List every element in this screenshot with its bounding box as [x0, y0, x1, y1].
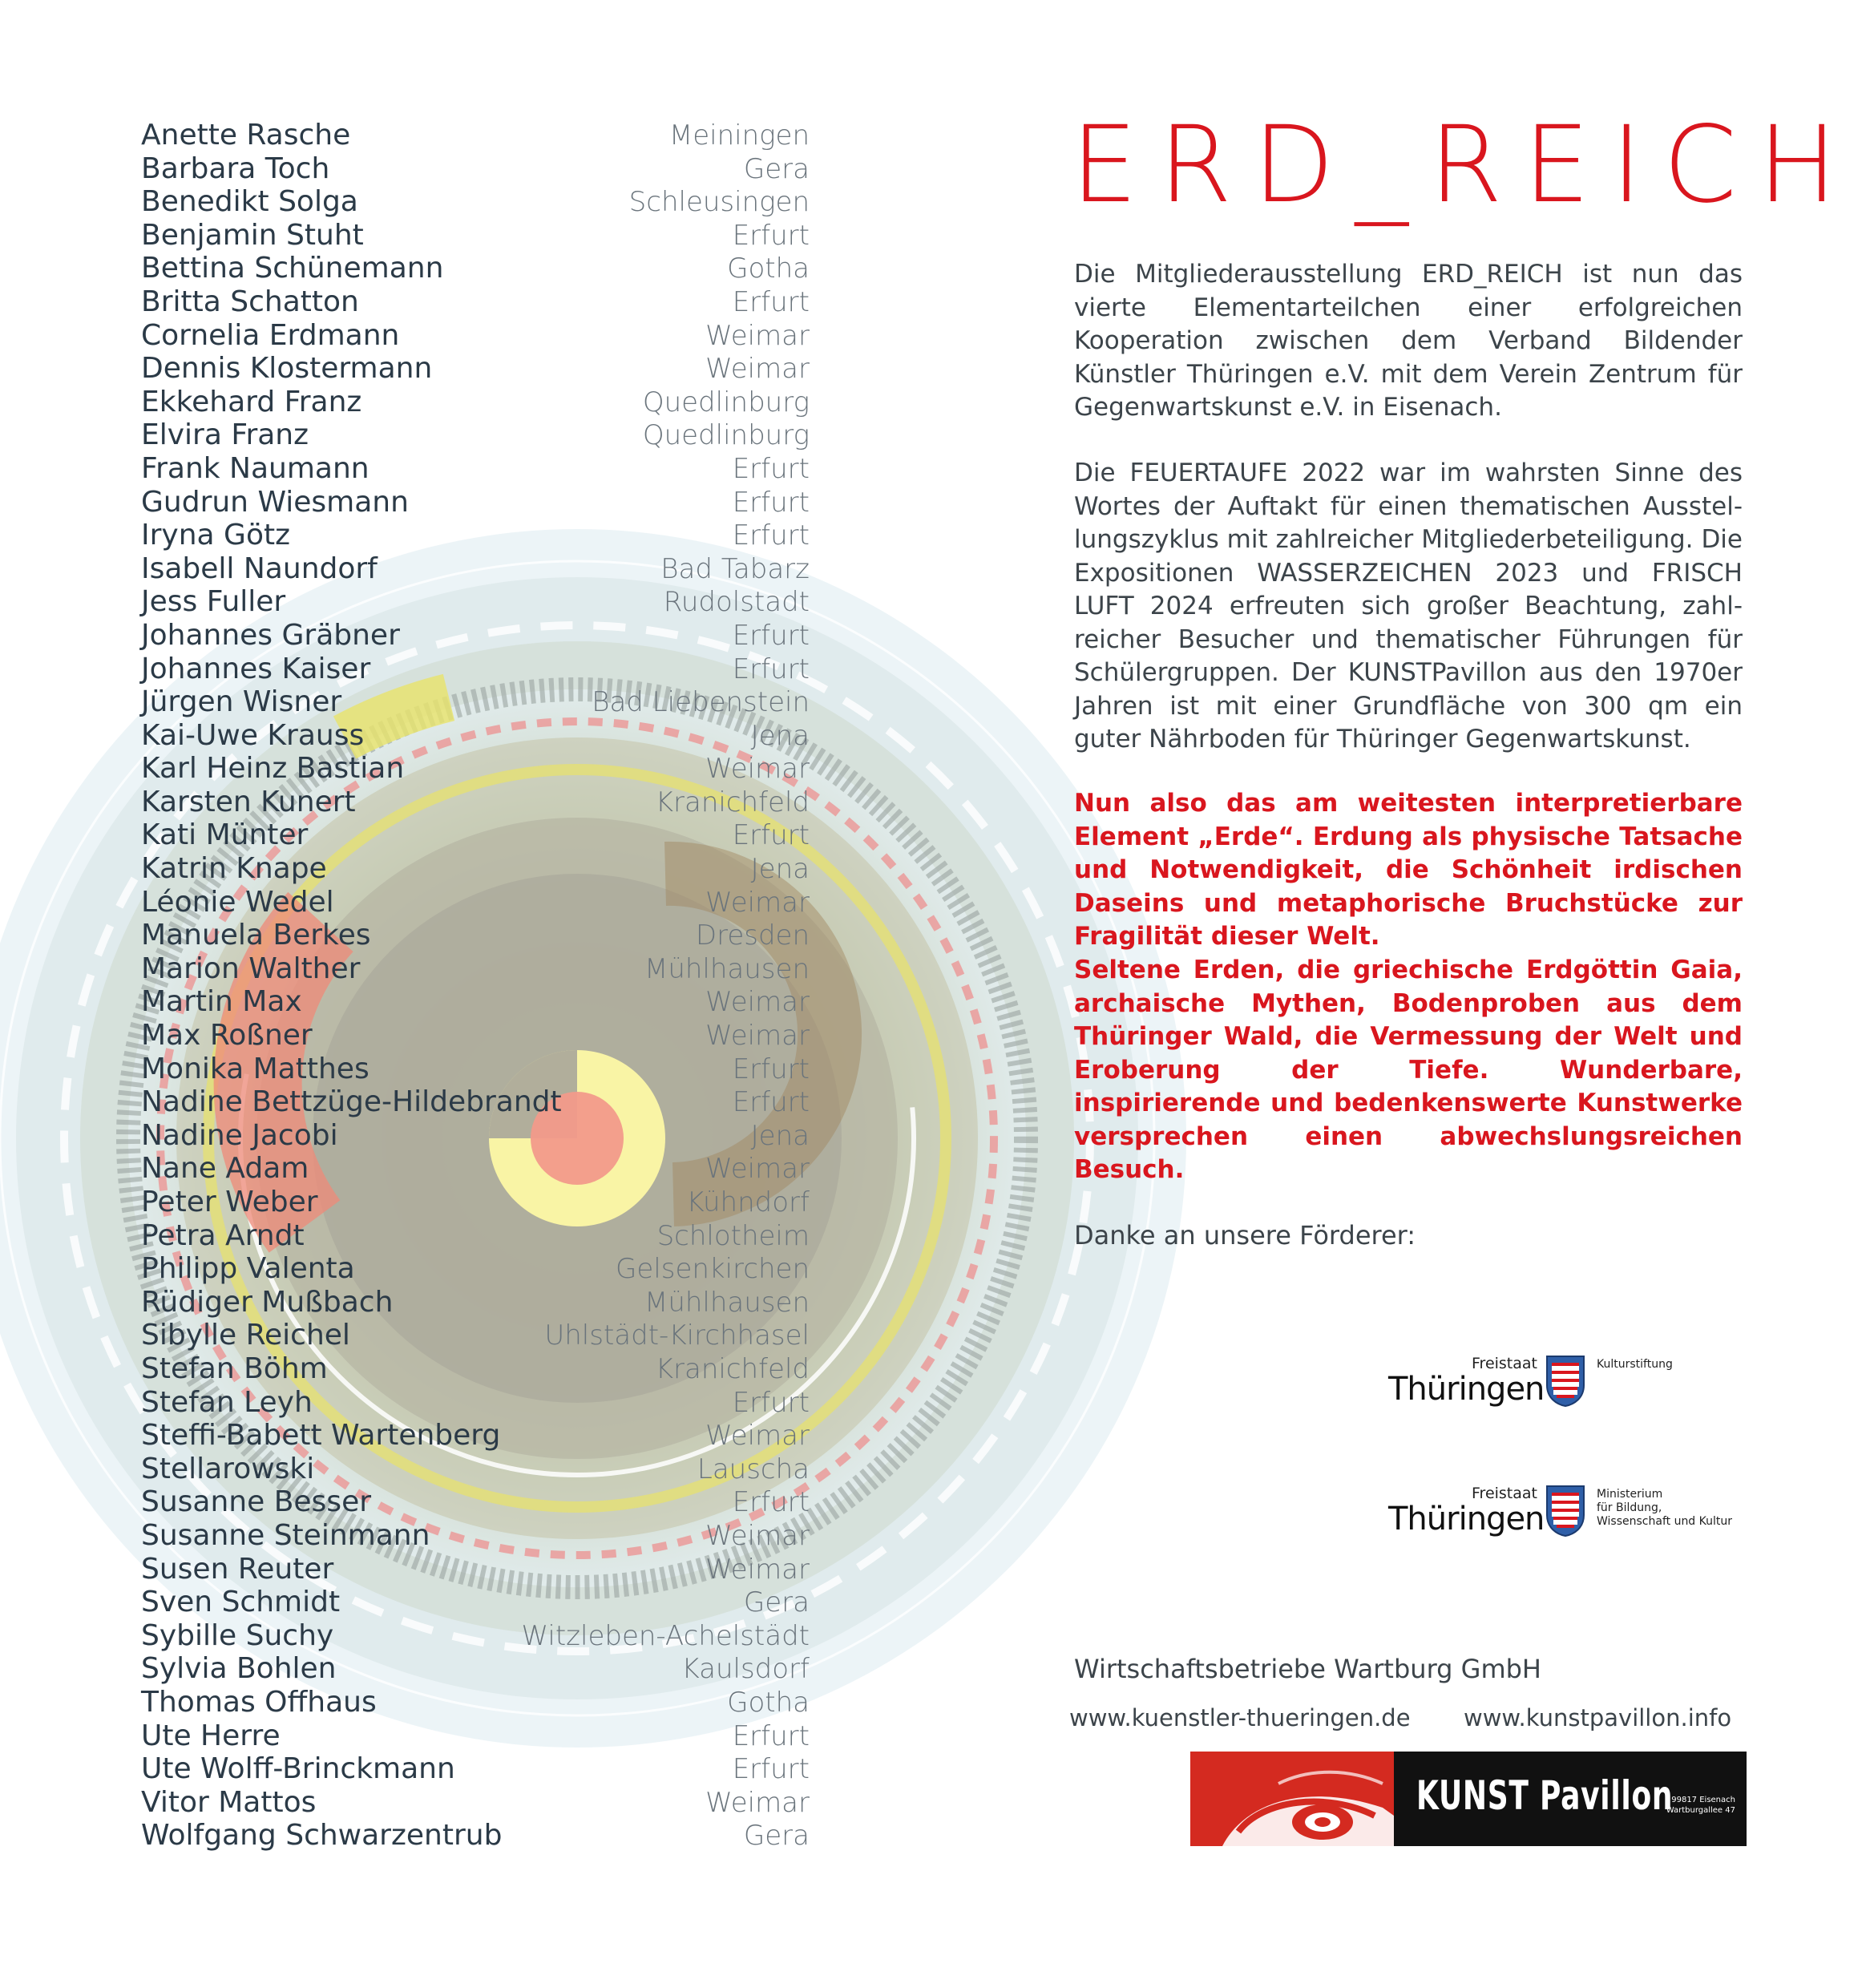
thueringen-ministry-logo [1388, 1485, 1732, 1541]
artist-name: Katrin Knape [141, 852, 327, 886]
artist-row [141, 1719, 810, 1753]
logo-freistaat-label: Freistaat [1472, 1355, 1537, 1372]
artist-row [141, 1319, 810, 1352]
artist-name: Britta Schatton [141, 285, 359, 318]
artist-name: Manuela Berkes [141, 919, 371, 952]
artist-row [141, 1652, 810, 1686]
artist-city: Schlotheim [656, 1219, 810, 1252]
artist-city: Erfurt [732, 1053, 810, 1085]
artist-row [141, 1386, 810, 1420]
artist-city: Weimar [705, 1020, 810, 1053]
artist-city: Erfurt [732, 653, 810, 685]
logo-state-label: Thüringen [1388, 1501, 1545, 1537]
artist-city: Erfurt [732, 219, 810, 252]
artist-city: Weimar [705, 1153, 810, 1186]
artist-name: Barbara Toch [141, 152, 330, 185]
artist-name: Steffi-Babett Wartenberg [141, 1419, 501, 1453]
history-paragraph: Die FEUERTAUFE 2022 war im wahrsten Sinne des Wortes der Auftakt für einen thematischen Ausstellungszyklus mit zahlreicher Mitgliederbeteiligung. Die Expositionen WASSERZEICHEN 2023 und FRISCH LUFT 2024 erfreuten sich großer Beachtung, zahlreicher Besucher und thematischer Führungen für Schülergruppen. Der KUNSTPavillon aus den 1970er Jahren ist mit einer Grundfläche von 300 qm ein guter Nährboden für Thüringer Gegenwartskunst. [1074, 459, 1743, 754]
artist-city: Bad Tabarz [660, 552, 810, 585]
artist-row [141, 1053, 810, 1086]
thanks-heading: Danke an unsere Förderer: [1074, 1220, 1416, 1251]
artist-name: Nadine Bettzüge-Hildebrandt [141, 1085, 562, 1119]
theme-paragraph-2: Seltene Erden, die griechische Erdgöttin Gaia, archaische Mythen, Bodenproben aus dem Thüringer Wald, die Vermessung der Welt und Eroberung der Tiefe. Wunderbare, inspirierende und bedenkenswerte Kunstwerke versprechen einen abwechslungsreichen Besuch. [1074, 956, 1743, 1184]
artist-city: Weimar [705, 1786, 810, 1819]
artist-name: Stellarowski [141, 1452, 315, 1485]
artist-name: Ute Wolff-Brinckmann [141, 1752, 455, 1786]
artist-row [141, 285, 810, 319]
artist-name: Thomas Offhaus [141, 1685, 377, 1719]
page-title: ERD_REICH [1071, 103, 1859, 227]
artist-row [141, 585, 810, 619]
artist-name: Gudrun Wiesmann [141, 485, 409, 519]
artist-row [141, 452, 810, 486]
artist-row [141, 152, 810, 186]
artist-city: Weimar [705, 986, 810, 1019]
thueringen-kulturstiftung-logo [1388, 1355, 1673, 1411]
coat-of-arms-icon [1545, 1355, 1585, 1408]
artist-city: Meiningen [668, 119, 810, 152]
artist-city: Schleusingen [628, 186, 810, 219]
artist-name: Kai-Uwe Krauss [141, 718, 365, 752]
artist-name: Marion Walther [141, 952, 361, 985]
artist-name: Ute Herre [141, 1719, 281, 1752]
artist-row [141, 1519, 810, 1553]
banner-address [1666, 1795, 1735, 1816]
artist-name: Bettina Schünemann [141, 252, 444, 285]
artist-name: Susanne Steinmann [141, 1518, 430, 1552]
artist-row [141, 319, 810, 353]
artist-row [141, 552, 810, 586]
artist-row [141, 619, 810, 653]
artist-city: Weimar [705, 886, 810, 919]
artist-row [141, 1219, 810, 1253]
artist-city: Gera [743, 1586, 810, 1619]
logo-state-label: Thüringen [1388, 1371, 1545, 1408]
artist-city: Erfurt [732, 1486, 810, 1519]
artist-city: Erfurt [732, 1753, 810, 1786]
eye-graphic [1190, 1752, 1394, 1846]
artist-city: Gotha [727, 253, 810, 285]
artist-row [141, 252, 810, 285]
artist-row [141, 1085, 810, 1119]
artist-name: Sven Schmidt [141, 1586, 341, 1619]
artist-name: Sylvia Bohlen [141, 1652, 337, 1686]
artist-row [141, 852, 810, 886]
artist-city: Weimar [705, 1519, 810, 1552]
artist-name: Isabell Naundorf [141, 552, 378, 585]
artist-row [141, 519, 810, 552]
artist-city: Quedlinburg [642, 419, 810, 452]
artist-city: Gera [743, 152, 810, 185]
artist-row [141, 352, 810, 386]
artist-name: Nadine Jacobi [141, 1118, 338, 1152]
artist-city: Lauscha [697, 1453, 810, 1485]
artist-name: Johannes Gräbner [141, 618, 400, 652]
artist-name: Vitor Mattos [141, 1785, 317, 1819]
artist-city: Kranichfeld [655, 786, 810, 818]
artist-row [141, 1453, 810, 1486]
website-link-kuenstler[interactable]: www.kuenstler-thueringen.de [1069, 1704, 1411, 1731]
artist-row [141, 1686, 810, 1719]
artist-city: Gera [743, 1820, 810, 1853]
artist-name: Frank Naumann [141, 451, 370, 485]
artist-name: Susen Reuter [141, 1552, 334, 1586]
artist-row [141, 685, 810, 719]
artist-row [141, 1752, 810, 1786]
artist-row [141, 1553, 810, 1586]
artist-city: Erfurt [732, 486, 810, 519]
artist-name: Benedikt Solga [141, 185, 358, 219]
artist-name: Sibylle Reichel [141, 1319, 350, 1352]
artist-city: Kranichfeld [655, 1352, 810, 1385]
artist-row [141, 185, 810, 219]
artist-row [141, 1152, 810, 1186]
artist-name: Monika Matthes [141, 1052, 370, 1085]
artist-row [141, 1485, 810, 1519]
artist-name: Ekkehard Franz [141, 385, 362, 418]
artist-city: Gotha [727, 1686, 810, 1719]
banner-title: KUNST Pavillon [1416, 1772, 1674, 1819]
artist-row [141, 386, 810, 419]
artist-name: Jess Fuller [141, 585, 286, 619]
artist-name: Elvira Franz [141, 418, 309, 452]
artist-city: Erfurt [732, 1719, 810, 1752]
artist-name: Max Roßner [141, 1019, 313, 1053]
artist-city: Gelsenkirchen [616, 1253, 810, 1286]
artist-name: Cornelia Erdmann [141, 318, 400, 352]
artist-city: Erfurt [732, 285, 810, 318]
artist-row [141, 119, 810, 152]
artist-name: Petra Arndt [141, 1218, 305, 1252]
artist-city: Jena [750, 719, 810, 752]
artist-row [141, 1586, 810, 1619]
artist-row [141, 818, 810, 852]
artist-row [141, 919, 810, 952]
artist-city: Kühndorf [686, 1186, 810, 1218]
eye-icon [1190, 1752, 1394, 1846]
artist-name: Rüdiger Mußbach [141, 1285, 394, 1319]
artist-row [141, 1286, 810, 1319]
artist-name: Léonie Wedel [141, 885, 334, 919]
artist-name: Susanne Besser [141, 1485, 372, 1519]
artist-name: Anette Rasche [141, 119, 351, 152]
artist-name: Johannes Kaiser [141, 652, 371, 685]
artist-name: Martin Max [141, 985, 302, 1019]
artist-name: Stefan Böhm [141, 1352, 328, 1385]
artist-row [141, 1786, 810, 1820]
artist-name: Sybille Suchy [141, 1618, 334, 1652]
logo-subtitle: Kulturstiftung [1597, 1358, 1673, 1371]
artist-city: Rudolstadt [663, 586, 810, 619]
artist-row [141, 1352, 810, 1386]
artist-city: Dresden [695, 919, 810, 952]
artist-city: Weimar [705, 753, 810, 786]
artist-row [141, 752, 810, 786]
artist-row [141, 1619, 810, 1653]
artist-name: Philipp Valenta [141, 1252, 355, 1286]
sponsor-name: Wirtschaftsbetriebe Wartburg GmbH [1074, 1654, 1541, 1684]
artist-city: Kaulsdorf [681, 1653, 810, 1686]
artist-row [141, 985, 810, 1019]
artist-city: Erfurt [732, 519, 810, 552]
artist-row [141, 786, 810, 819]
artist-city: Mühlhausen [644, 952, 810, 985]
artist-name: Nane Adam [141, 1152, 309, 1186]
artist-row [141, 1419, 810, 1453]
artist-city: Jena [750, 1119, 810, 1152]
artist-city: Quedlinburg [642, 386, 810, 418]
artist-city: Weimar [705, 1420, 810, 1453]
artist-name: Peter Weber [141, 1186, 318, 1218]
theme-paragraph: Nun also das am weitesten interpretierbare Element „Erde“. Erdung als physische Tatsache und Notwendigkeit, die Schönheit irdischen Daseins und metaphorische Bruchstücke zur Fragilität dieser Welt. [1074, 789, 1743, 951]
artist-row [141, 486, 810, 519]
artist-city: Uhlstädt-Kirchhasel [544, 1319, 810, 1352]
website-link-kunstpavillon[interactable]: www.kunstpavillon.info [1464, 1704, 1732, 1731]
artist-city: Erfurt [732, 452, 810, 485]
artist-name: Benjamin Stuht [141, 218, 364, 252]
logo-subtitle: Ministerium für Bildung, Wissenschaft und Kultur [1597, 1488, 1733, 1528]
artist-city: Weimar [705, 1553, 810, 1586]
artist-city: Erfurt [732, 819, 810, 852]
artist-name: Stefan Leyh [141, 1385, 313, 1419]
artist-row [141, 1186, 810, 1219]
artist-row [141, 952, 810, 986]
logo-freistaat-label: Freistaat [1472, 1485, 1537, 1502]
artist-name: Karl Heinz Bastian [141, 752, 405, 786]
artist-row [141, 1019, 810, 1053]
artist-name: Dennis Klostermann [141, 352, 433, 386]
coat-of-arms-icon [1545, 1485, 1585, 1537]
artist-row [141, 1819, 810, 1853]
artist-city: Jena [750, 853, 810, 886]
artist-name: Karsten Kunert [141, 785, 356, 818]
kunstpavillon-logo-banner [1190, 1752, 1747, 1846]
artist-row [141, 653, 810, 686]
artist-city: Erfurt [732, 1086, 810, 1119]
artist-city: Mühlhausen [644, 1286, 810, 1319]
artist-row [141, 886, 810, 919]
artist-name: Kati Münter [141, 818, 309, 852]
artist-name: Wolfgang Schwarzentrub [141, 1819, 503, 1853]
artist-name: Iryna Götz [141, 519, 290, 552]
artist-city: Weimar [705, 319, 810, 352]
artist-city: Erfurt [732, 1386, 810, 1419]
artist-row [141, 1119, 810, 1153]
artist-city: Witzleben-Achelstädt [521, 1619, 810, 1652]
artist-list [141, 119, 810, 1853]
artist-row [141, 418, 810, 452]
artist-city: Weimar [705, 353, 810, 386]
artist-row [141, 1252, 810, 1286]
artist-name: Jürgen Wisner [141, 685, 342, 719]
artist-row [141, 219, 810, 253]
artist-city: Erfurt [732, 619, 810, 652]
artist-row [141, 719, 810, 753]
intro-paragraph: Die Mitgliederausstellung ERD_REICH ist nun das vierte Elementarteilchen einer erfolgreichen Kooperation zwischen dem Verband Bildender Künstler Thüringen e.V. mit dem Verein Zentrum für Gegenwartskunst e.V. in Eisenach. [1074, 260, 1743, 422]
banner-address-line2: Wartburgallee 47 [1666, 1806, 1735, 1815]
artist-city: Bad Liebenstein [592, 686, 810, 719]
banner-address-line1: 99817 Eisenach [1671, 1796, 1735, 1804]
